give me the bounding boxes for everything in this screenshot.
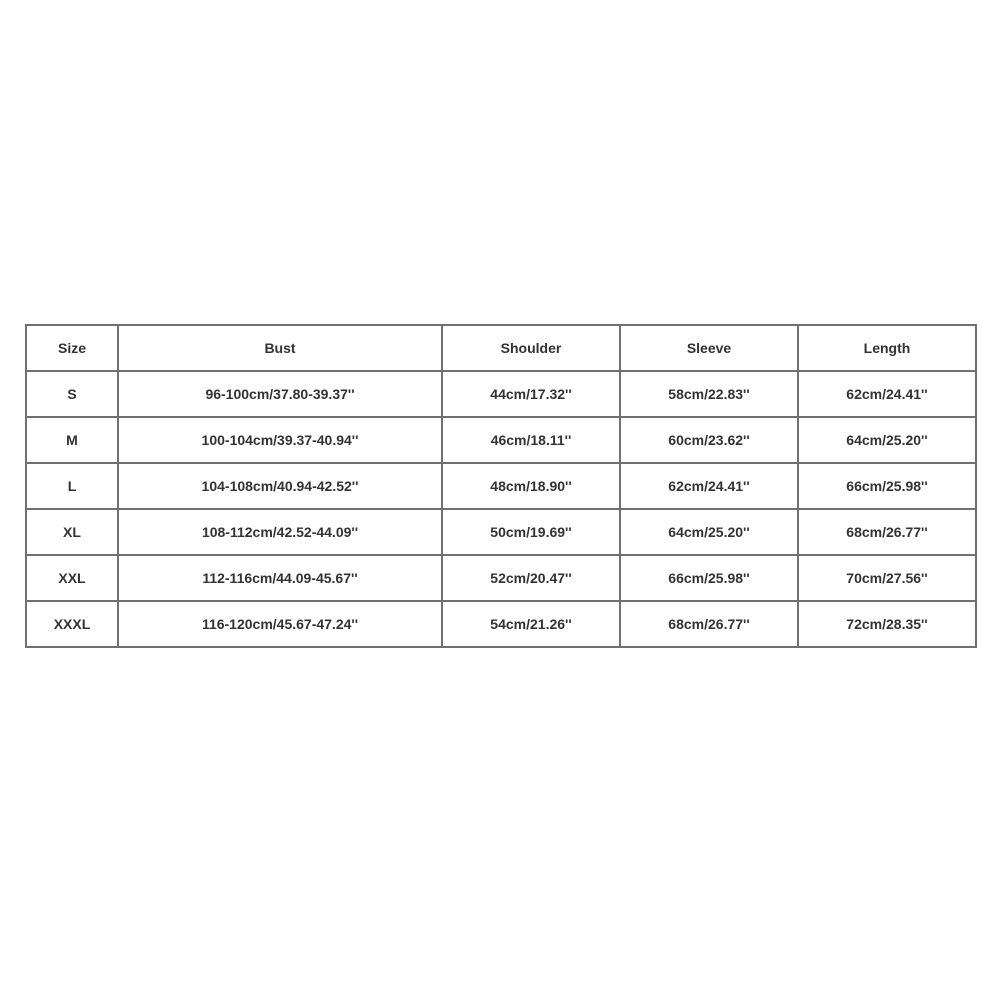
cell-sleeve: 58cm/22.83'' (620, 371, 798, 417)
table-row (26, 555, 976, 601)
cell-sleeve: 64cm/25.20'' (620, 509, 798, 555)
cell-length: 62cm/24.41'' (798, 371, 976, 417)
table-row (26, 463, 976, 509)
cell-size: S (26, 371, 118, 417)
cell-length: 70cm/27.56'' (798, 555, 976, 601)
cell-length: 66cm/25.98'' (798, 463, 976, 509)
cell-shoulder: 50cm/19.69'' (442, 509, 620, 555)
cell-sleeve: 62cm/24.41'' (620, 463, 798, 509)
cell-shoulder: 44cm/17.32'' (442, 371, 620, 417)
header-shoulder: Shoulder (442, 325, 620, 371)
cell-size: L (26, 463, 118, 509)
cell-size: XL (26, 509, 118, 555)
header-sleeve: Sleeve (620, 325, 798, 371)
cell-bust: 116-120cm/45.67-47.24'' (118, 601, 442, 647)
header-size: Size (26, 325, 118, 371)
cell-shoulder: 48cm/18.90'' (442, 463, 620, 509)
cell-sleeve: 68cm/26.77'' (620, 601, 798, 647)
cell-sleeve: 60cm/23.62'' (620, 417, 798, 463)
cell-sleeve: 66cm/25.98'' (620, 555, 798, 601)
table-row (26, 509, 976, 555)
cell-bust: 108-112cm/42.52-44.09'' (118, 509, 442, 555)
cell-bust: 100-104cm/39.37-40.94'' (118, 417, 442, 463)
cell-size: M (26, 417, 118, 463)
size-chart-table (25, 324, 977, 648)
cell-length: 72cm/28.35'' (798, 601, 976, 647)
cell-shoulder: 52cm/20.47'' (442, 555, 620, 601)
cell-bust: 96-100cm/37.80-39.37'' (118, 371, 442, 417)
header-bust: Bust (118, 325, 442, 371)
cell-shoulder: 54cm/21.26'' (442, 601, 620, 647)
cell-bust: 104-108cm/40.94-42.52'' (118, 463, 442, 509)
header-length: Length (798, 325, 976, 371)
table-row (26, 371, 976, 417)
table-row (26, 417, 976, 463)
cell-length: 68cm/26.77'' (798, 509, 976, 555)
table-header-row (26, 325, 976, 371)
cell-length: 64cm/25.20'' (798, 417, 976, 463)
table-row (26, 601, 976, 647)
cell-shoulder: 46cm/18.11'' (442, 417, 620, 463)
cell-size: XXXL (26, 601, 118, 647)
cell-size: XXL (26, 555, 118, 601)
cell-bust: 112-116cm/44.09-45.67'' (118, 555, 442, 601)
